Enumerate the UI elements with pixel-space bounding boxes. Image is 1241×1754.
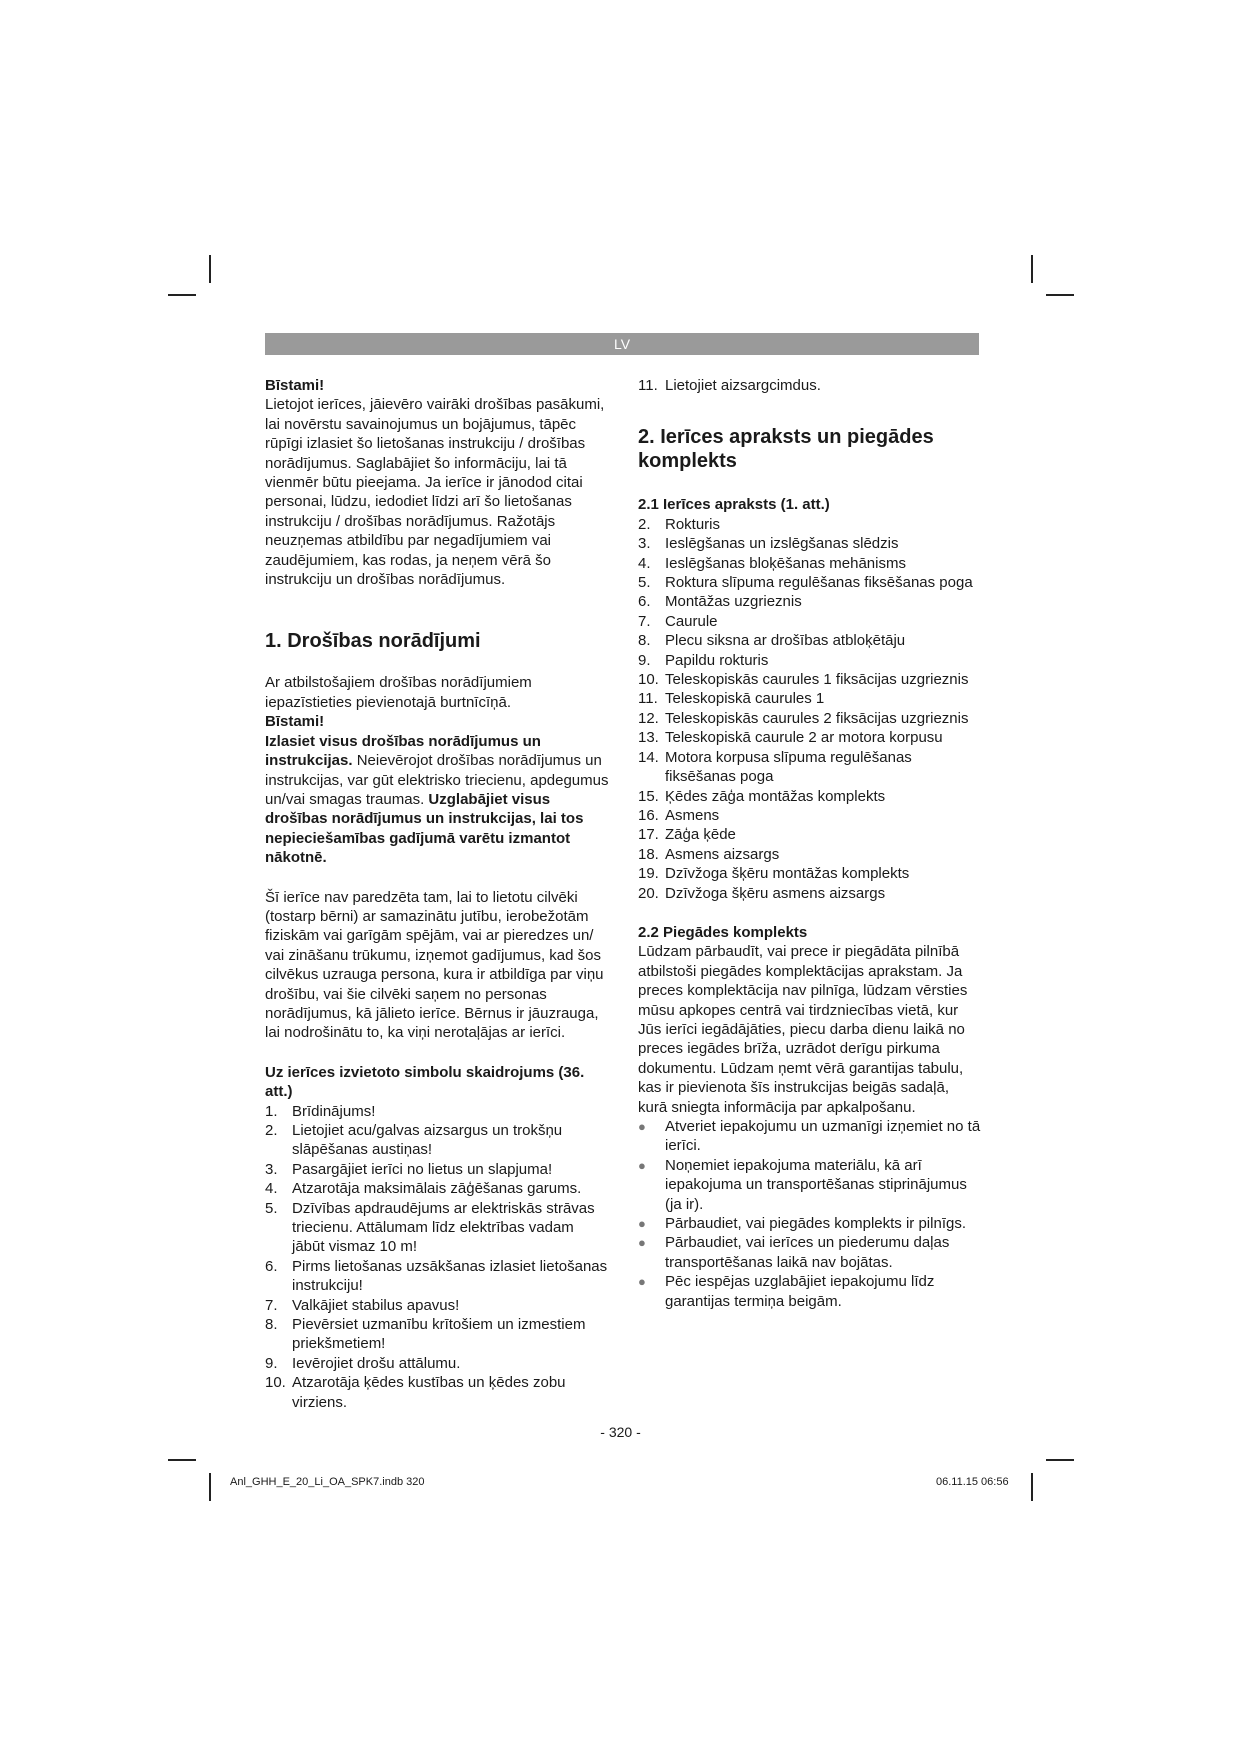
list-item: 6. Pirms lietošanas uzsākšanas izlasiet lietošanas instrukciju! [265, 1257, 608, 1295]
list-item: 8. Pievērsiet uzmanību krītošiem un izmestiem priekšmetiem! [265, 1316, 586, 1353]
footer-file-name: Anl_GHH_E_20_Li_OA_SPK7.indb 320 [230, 1476, 425, 1488]
list-item: ● Pārbaudiet, vai ierīces un piederumu daļas transportēšanas laikā nav bojātas. [638, 1234, 950, 1271]
list-item: 10. Teleskopiskās caurules 1 fiksācijas uzgrieznis [638, 671, 969, 689]
persons-paragraph: Šī ierīce nav paredzēta tam, lai to lietotu cilvēki (tostarp bērni) ar samazinātu jutību, ierobežotām fiziskām vai garīgām spējām, vai ar pieredzes un/ vai zināšanu trūkumu, izņemot gadījumus, kad šos cilvēkus uzrauga persona, kura ir atbildīga par viņu drošību, vai šie cilvēki saņem no personas norādījumus, kā jālieto ierīce. Bērnus ir jāuzrauga, lai nodrošinātu to, ka viņi nerotaļājas ar ierīci. [265, 888, 604, 1042]
list-item: 6. Montāžas uzgrieznis [638, 593, 802, 611]
left-column [265, 376, 609, 1412]
list-item: 8. Plecu siksna ar drošības atbloķētāju [638, 632, 906, 650]
list-item: 16. Asmens [638, 806, 720, 824]
symbols-list [265, 1102, 609, 1413]
list-item: 7. Caurule [638, 612, 718, 630]
bullet-icon: ● [638, 1274, 646, 1290]
warning-bold-1: Izlasiet visus drošības norādījumus un instrukcijas. [265, 732, 541, 770]
crop-mark-bottom-right [1031, 1473, 1033, 1501]
list-item: 5. Roktura slīpuma regulēšanas fiksēšanas poga [638, 574, 973, 592]
list-item: 18. Asmens aizsargs [638, 845, 780, 863]
list-item: 4. Ieslēgšanas bloķēšanas mehānisms [638, 554, 906, 572]
list-item: 4. Atzarotāja maksimālais zāģēšanas garums. [265, 1180, 582, 1198]
right-column [638, 376, 982, 1311]
symbols-heading: Uz ierīces izvietoto simbolu skaidrojums (36. att.) [265, 1063, 585, 1101]
list-item: 3. Pasargājiet ierīci no lietus un slapjuma! [265, 1160, 553, 1178]
section-2-heading: 2. Ierīces apraksts un piegādes komplekts [638, 426, 934, 473]
warning-paragraph-2 [265, 732, 609, 868]
list-item: ● Pēc iespējas uzglabājiet iepakojumu līdz garantijas termiņa beigām. [638, 1273, 935, 1310]
subsection-2-1-heading: 2.1 Ierīces apraksts (1. att.) [638, 496, 830, 514]
list-item: 15. Ķēdes zāģa montāžas komplekts [638, 787, 886, 805]
list-item: 5. Dzīvības apdraudējums ar elektriskās strāvas triecienu. Attālumam līdz elektrības vadam jābūt vismaz 10 m! [265, 1199, 595, 1256]
list-item: 7. Valkājiet stabilus apavus! [265, 1296, 460, 1314]
warning-text-2: Neievērojot drošības norādījumus un instrukcijas, var gūt elektrisko triecienu, apdegumus un/vai smagas traumas. [265, 752, 609, 808]
list-item: 9. Ievērojiet drošu attālumu. [265, 1354, 461, 1372]
bullet-icon: ● [638, 1216, 646, 1232]
crop-mark-bottom-left [209, 1473, 211, 1501]
list-item: ● Noņemiet iepakojuma materiālu, kā arī iepakojuma un transportēšanas stiprinājumus (ja ir). [638, 1156, 967, 1213]
crop-mark-bottom-right [1046, 1459, 1074, 1461]
section-1-intro: Ar atbilstošajiem drošības norādījumiem iepazīstieties pievienotajā burtnīcīņā. [265, 674, 532, 711]
bullet-icon: ● [638, 1235, 646, 1251]
delivery-paragraph: Lūdzam pārbaudīt, vai prece ir piegādāta pilnībā atbilstoši piegādes komplektācijas aprakstam. Ja preces komplektācija nav pilnīga, lūdzam vērsties mūsu apkopes centrā vai tirdzniecības vietā, kur Jūs ierīci iegādājāties, piecu darba dienu laikā no preces iegādes brīža, uzrādot derīgu pirkuma dokumentu. Lūdzam ņemt vērā garantijas tabulu, kas ir pievienota šīs instrukcijas beigās sadaļā, kurā sniegta informācija par apkalpošanu. [638, 943, 968, 1116]
crop-mark-top-right [1031, 255, 1033, 283]
warning-title: Bīstami! [265, 377, 325, 394]
list-item: 13. Teleskopiskā caurule 2 ar motora korpusu [638, 729, 943, 747]
list-item: 11. Teleskopiskā caurules 1 [638, 690, 825, 708]
warning-title-2: Bīstami! [265, 713, 325, 731]
warning-bold-2: Uzglabājiet visus drošības norādījumus un instrukcijas, lai tos nepieciešamības gadījumā varētu izmantot nākotnē. [265, 790, 584, 867]
parts-list [638, 515, 982, 903]
list-item: 9. Papildu rokturis [638, 651, 769, 669]
footer-datetime: 06.11.15 06:56 [936, 1476, 1009, 1488]
crop-mark-top-right [1046, 294, 1074, 296]
bullet-icon: ● [638, 1119, 646, 1134]
warning-text: Lietojot ierīces, jāievēro vairāki drošības pasākumi, lai novērstu savainojumus un bojājumus, tāpēc rūpīgi izlasiet šo lietošanas instrukciju / drošības norādījumus. Saglabājiet šo informāciju, lai tā vienmēr būtu pieejama. Ja ierīce ir jānodod citai personai, lūdzu, iedodiet līdzi arī šo lietošanas instrukciju / drošības norādījumus. Ražotājs neuzņemas atbildību par negadījumiem vai zaudējumiem, kas rodas, ja neņem vērā šo instrukciju un drošības norādījumus. [265, 396, 605, 589]
delivery-bullets [638, 1117, 982, 1311]
symbols-list-continued [638, 376, 982, 395]
list-item: 3. Ieslēgšanas un izslēgšanas slēdzis [638, 535, 899, 553]
bullet-icon: ● [638, 1157, 646, 1173]
list-item: 11. Lietojiet aizsargcimdus. [638, 377, 821, 394]
list-item: 17. Zāģa ķēde [638, 826, 736, 844]
crop-mark-top-left [209, 255, 211, 283]
list-item: 10. Atzarotāja ķēdes kustības un ķēdes zobu virziens. [265, 1374, 566, 1411]
list-item: 12. Teleskopiskās caurules 2 fiksācijas uzgrieznis [638, 709, 969, 727]
crop-mark-bottom-left [168, 1459, 196, 1461]
list-item: 14. Motora korpusa slīpuma regulēšanas fiksēšanas poga [638, 748, 912, 786]
list-item: 1. Brīdinājums! [265, 1102, 376, 1120]
page-number: - 320 - [600, 1424, 641, 1440]
language-header-bar: LV [265, 333, 979, 355]
list-item: 2. Rokturis [638, 515, 721, 533]
list-item: ● Pārbaudiet, vai piegādes komplekts ir pilnīgs. [638, 1215, 966, 1233]
crop-mark-top-left [168, 294, 196, 296]
list-item: 2. Lietojiet acu/galvas aizsargus un trokšņu slāpēšanas austiņas! [265, 1122, 563, 1159]
list-item: 19. Dzīvžoga šķēru montāžas komplekts [638, 865, 910, 883]
list-item: 20. Dzīvžoga šķēru asmens aizsargs [638, 884, 886, 902]
list-item: ● Atveriet iepakojumu un uzmanīgi izņemiet no tā ierīci. [638, 1118, 981, 1155]
section-1-heading: 1. Drošības norādījumi [265, 630, 481, 653]
subsection-2-2-heading: 2.2 Piegādes komplekts [638, 923, 808, 941]
